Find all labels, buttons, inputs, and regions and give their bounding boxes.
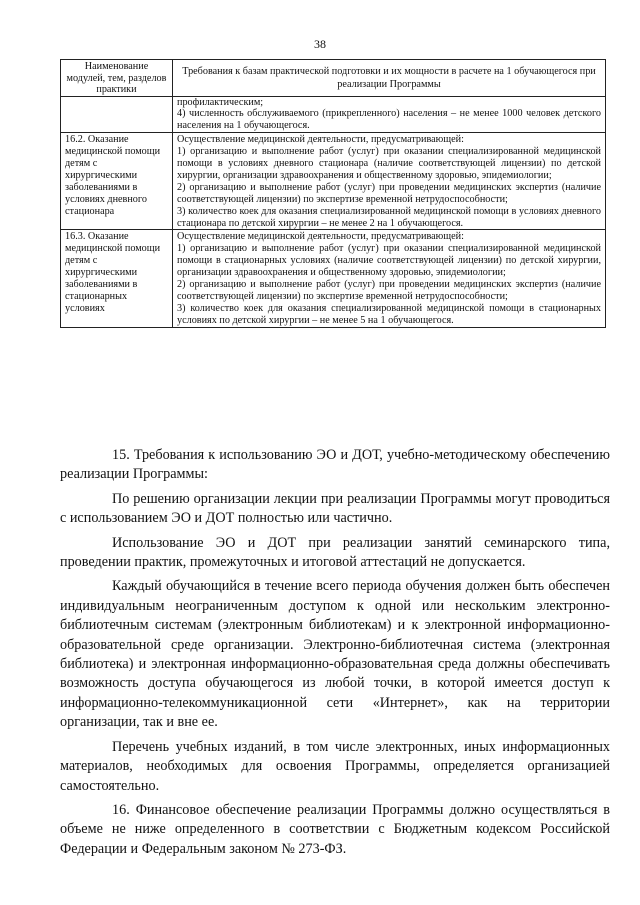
requirements-cell: Осуществление медицинской деятельности, предусматривающей: 1) организацию и выполнение работ (услуг) при оказании специализированной медицинской помощи в условиях дневного стационара (наличие соответствующей лицензии) по детской хирургии, организации здравоохранения и общественному здоровью, эпидемиологии; 2) организацию и выполнение работ (услуг) при проведении медицинских экспертиз (наличие соответствующей лицензии) по экспертизе временной нетрудоспособности; 3) количество коек для оказания специализированной медицинской помощи в условиях дневного стационара по детской хирургии – не менее 2 на 1 обучающегося.: [173, 133, 606, 230]
body-text: [60, 446, 610, 859]
paragraph: Каждый обучающийся в течение всего периода обучения должен быть обеспечен индивидуальным неограниченным доступом к одной или нескольким электронно-библиотечным системам (электронным библиотекам) и к электронной информационно-образовательной среде организации. Электронно-библиотечная система (электронная библиотека) и электронная информационно-образовательная среда должны обеспечивать возможность доступа обучающегося из любой точки, в которой имеется доступ к информационно-телекоммуникационной сети «Интернет», как на территории организации, так и вне ее.: [60, 578, 610, 731]
requirements-table: [60, 59, 606, 328]
module-cell: 16.3. Оказание медицинской помощи детям с хирургическими заболеваниями в стационарных условиях: [61, 230, 173, 327]
paragraph: 15. Требования к использованию ЭО и ДОТ, учебно-методическому обеспечению реализации Программы:: [60, 447, 610, 483]
paragraph: По решению организации лекции при реализации Программы могут проводиться с использованием ЭО и ДОТ полностью или частично.: [60, 490, 610, 527]
module-cell: 16.2. Оказание медицинской помощи детям с хирургическими заболеваниями в условиях дневного стационара: [61, 133, 173, 230]
page-number: 38: [314, 37, 326, 51]
table-row: [61, 133, 606, 230]
requirements-cell: профилактическим; 4) численность обслуживаемого (прикрепленного) населения – не менее 1000 человек детского населения на 1 обучающегося.: [173, 96, 606, 133]
paragraph: Использование ЭО и ДОТ при реализации занятий семинарского типа, проведении практик, промежуточных и итоговой аттестаций не допускается.: [60, 534, 610, 571]
table-header-row: [61, 60, 606, 97]
requirements-cell: Осуществление медицинской деятельности, предусматривающей: 1) организацию и выполнение работ (услуг) при оказании специализированной медицинской помощи в стационарных условиях (наличие соответствующей лицензии) по детской хирургии, организации здравоохранения и общественному здоровью, эпидемиологии; 2) организацию и выполнение работ (услуг) при проведении медицинских экспертиз (наличие соответствующей лицензии) по экспертизе временной нетрудоспособности; 3) количество коек для оказания специализированной медицинской помощи в стационарных условиях по детской хирургии – не менее 5 на 1 обучающегося.: [173, 230, 606, 327]
module-cell: [61, 96, 173, 133]
table-row: [61, 230, 606, 327]
paragraph: 16. Финансовое обеспечение реализации Программы должно осуществляться в объеме не ниже определенного в соответствии с Бюджетным кодексом Российской Федерации и Федеральным законом № 273-ФЗ.: [60, 801, 610, 857]
paragraph: Перечень учебных изданий, в том числе электронных, иных информационных материалов, необходимых для освоения Программы, определяется организацией самостоятельно.: [60, 738, 610, 794]
table-row: [61, 96, 606, 133]
header-modules: Наименование модулей, тем, разделов практики: [61, 60, 173, 97]
header-requirements: Требования к базам практической подготовки и их мощности в расчете на 1 обучающегося при реализации Программы: [173, 60, 606, 97]
